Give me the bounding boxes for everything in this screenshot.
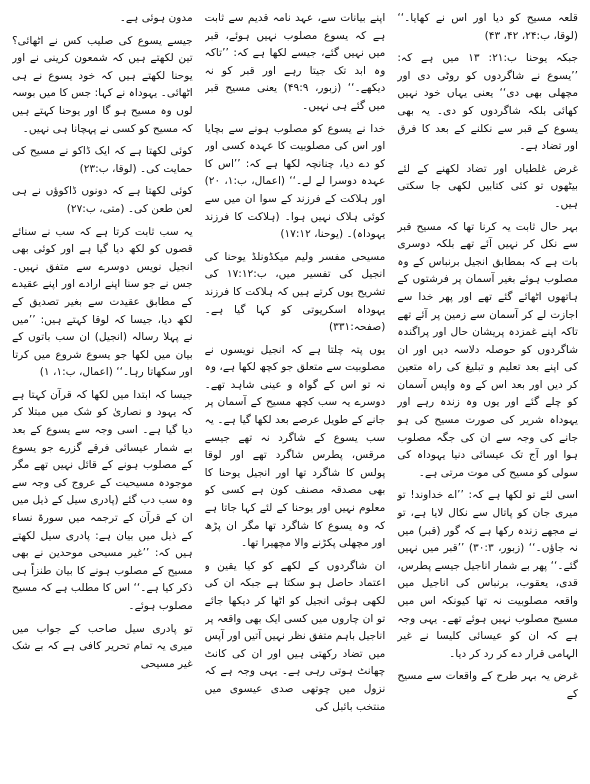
paragraph: مسیحی مفسر ولیم میکڈونلڈ یوحنا کی انجیل کی تفسیر میں، ب:۱۷:۱۲ کی تشریح یوں کرتے ہیں کہ ہلاکت کا فرزند یہوداہ اسکریوتی کو کہا گیا ہے۔ (صفحہ:۳۳۱) (204, 250, 386, 334)
paragraph: خدا نے یسوع کو مصلوب ہونے سے بچایا اور اس کی مصلوبیت کا عہدہ کسی اور کو دے دیا، چنانچہ لکھا ہے کہ: ’’اس کا عہدہ دوسرا لے لے۔‘‘ (اعمال، ب:۱، ۲۰) اور ہلاکت کے فرزند کے سوا ان میں سے کوئی ہلاک نہیں ہوا۔ (ہلاکت کا فرزند یہوداہ)۔ (یوحنا، ۱۷:۱۲) (204, 122, 386, 241)
paragraph: بہر حال ثابت یہ کرنا تھا کہ مسیح قبر سے نکل کر نہیں آئے تھے بلکہ دوسری بات ہے کہ بمطابق انجیل برنباس کے وہ مصلوب ہوئے بغیر آسمان پر فرشتوں کے ہاتھوں اٹھائے گئے تھے اور پھر خدا سے اجازت لے کر آسمان سے زمین پر آئے تھے تاکہ اپنے غمزدہ پریشان حال اور پراگندہ شاگردوں کو حوصلہ دلاسہ دیں اور ان کی اپنے بعد تعلیم و تبلیغ کی راہ متعین کر دیں اور بعد اس کے وہ واپس آسمان کو چلے گئے اور یوں وہ زندہ رہے اور یہوداہ شریر کی صورت مسیح کی ہو جانے کی وجہ سے ان کی جگہ مصلوب ہوا اور آج تک عیسائی دنیا یہوداہ کی سولی کو مسیح کی موت مرتی ہے۔ (397, 220, 578, 479)
paragraph: غرض یہ بہر طرح کے واقعات سے مسیح کے (397, 670, 578, 700)
paragraph: اسی لئے تو لکھا ہے کہ: ’’اے خداوند! تو میری جان کو پاتال سے نکال لایا ہے، تو نے مجھے زندہ رکھا ہے کہ گور (قبر) میں نہ جاؤں۔‘‘ (زبور، ۳۰:۳) ’’قبر میں نہیں گئے۔‘‘ پھر بے شمار اناجیل جیسے پطرس، قدی، یعقوب، برنباس کی اناجیل میں واقعہ مصلوبیت نہ تھا کیونکہ اس میں مسیح مصلوب نہیں ہوئے تھے۔ یہی وجہ ہے کہ ان کو عیسائی کلیسا نے غیر الہامی قرار دے کر رد کر دیا۔ (397, 489, 578, 660)
column-middle (205, 10, 386, 776)
paragraph: مدون ہوئی ہے۔ (119, 12, 193, 24)
paragraph: غرض غلطیاں اور تضاد لکھنے کے لئے بیٹھوں تو کئی کتابیں لکھی جا سکتی ہیں۔ (397, 162, 578, 210)
paragraph: کوئی لکھتا ہے کہ دونوں ڈاکوؤں نے ہی لعن طعن کی۔ (متی، ب:۲۷) (11, 185, 193, 215)
paragraph: قلعہ مسیح کو دیا اور اس نے کھایا۔‘‘ (لوقا، ب:۲۴، ۴۲، ۴۳) (397, 12, 578, 42)
column-left (12, 10, 193, 776)
paragraph: جبکہ یوحنا ب:۲۱: ۱۳ میں ہے کہ: ’’یسوع نے شاگردوں کو روٹی دی اور مچھلی بھی دی‘‘ یعنی یہاں خود نہیں کھائی بلکہ شاگردوں کو دی۔ یہ بھی یسوع کے قبر سے نکلنے کے بعد کا فرق اور تضاد ہے۔ (397, 52, 578, 153)
paragraph: جیسا کہ ابتدا میں لکھا کہ قرآن کہتا ہے کہ یہود و نصاریٰ کو شک میں مبتلا کر دیا گیا ہے۔ اسی وجہ سے یسوع کے بعد بے شمار عیسائی فرقے گزرے جو یسوع کے مصلوب ہونے کے قائل نہیں تھے مگر موجودہ مسیحیت کے عروج کی وجہ سے وہ سب دب گئے (پادری سیل کے ذیل میں ان کے قرآن کے ترجمہ میں سورۃ نساء کے ذیل میں بیان ہے: پادری سیل لکھتے ہیں کہ: ’’غیر مسیحی موحدین نے بھی مسیح کے مصلوب ہونے کا بیان طنزاً ہی ذکر کیا ہے۔‘‘ اس کا مطلب ہے کہ مسیح مصلوب ہوئے۔ (11, 388, 193, 612)
paragraph: ان شاگردوں کے لکھے کو کیا یقین و اعتماد حاصل ہو سکتا ہے جبکہ ان کی لکھی ہوئی انجیل کو اٹھا کر دیکھا جائے تو ان چاروں میں کسی ایک بھی واقعہ پر اناجیل باہم متفق نظر نہیں آتیں اور آپس میں تضاد رکھتی ہیں اور ان کی کانٹ چھانٹ ہوتی رہی ہے۔ یہی وجہ ہے کہ نزول میں چوتھی صدی عیسوی میں منتخب بائبل کی (204, 559, 386, 713)
paragraph: کوئی لکھتا ہے کہ ایک ڈاکو نے مسیح کی حمایت کی۔ (لوقا، ب:۲۳) (11, 145, 193, 175)
paragraph: جیسے یسوع کی صلیب کس نے اٹھائی؟ تین لکھتے ہیں کہ شمعون کرینی نے اور یوحنا لکھتے ہیں کہ خود یسوع نے ہی اٹھائی۔ یہوداہ نے کہا: جس کا میں بوسہ لوں وہ مسیح ہو گا اور یوحنا کہتے ہیں کہ مسیح کو کسی نے پہچانا ہی نہیں۔ (11, 34, 193, 135)
paragraph: اپنے بیانات سے، عہد نامہ قدیم سے ثابت ہے کہ یسوع مصلوب نہیں ہوئے، قبر میں نہیں گئے، جیسے لکھا ہے کہ: ’’تاکہ وہ ابد تک جیتا رہے اور قبر کو نہ دیکھے۔‘‘ (زبور، ۴۹:۹) یعنی مسیح قبر میں گئے ہی نہیں۔ (204, 12, 386, 112)
paragraph: یہ سب ثابت کرتا ہے کہ سب نے سنائے قصوں کو لکھ دیا گیا ہے اور کوئی بھی انجیل نویس دوسرے سے متفق نہیں۔ جس نے جو سنا اپنے ارادے اور اپنے عقیدے کے مطابق عقیدت سے بغیر تصدیق کے لکھ دیا، جیسا کہ لوقا کہتے ہیں: ’’میں نے پہلا رسالہ (انجیل) ان سب باتوں کے بیان میں لکھا جو یسوع شروع میں کرتا اور سکھاتا رہا۔‘‘ (اعمال، ب:۱، ۱) (11, 225, 193, 379)
column-right (397, 10, 578, 776)
paragraph: تو پادری سیل صاحب کے جواب میں میری یہ تمام تحریر کافی ہے کہ بے شک غیر مسیحی (11, 622, 193, 670)
paragraph: یوں پتہ چلتا ہے کہ انجیل نویسوں نے مصلوبیت سے متعلق جو کچھ لکھا ہے، وہ نہ تو اس کے گواہ و عینی شاہد تھے۔ دوسرے یہ سب کچھ مسیح کے آسمان پر جانے کے طویل عرصے بعد لکھا گیا ہے۔ یہ سب یسوع کے شاگرد نہ تھے جیسے مرقس، پطرس شاگرد تھے اور لوقا پولس کا شاگرد تھا اور انجیل یوحنا کا بھی مصدقہ مصنف کون ہے کسی کو معلوم نہیں اور یوحنا کے لئے کہا جاتا ہے کہ وہ یسوع کا شاگرد تھا مگر ان پڑھ اور مچھلی پکڑنے والا مچھیرا تھا۔ (204, 343, 386, 550)
